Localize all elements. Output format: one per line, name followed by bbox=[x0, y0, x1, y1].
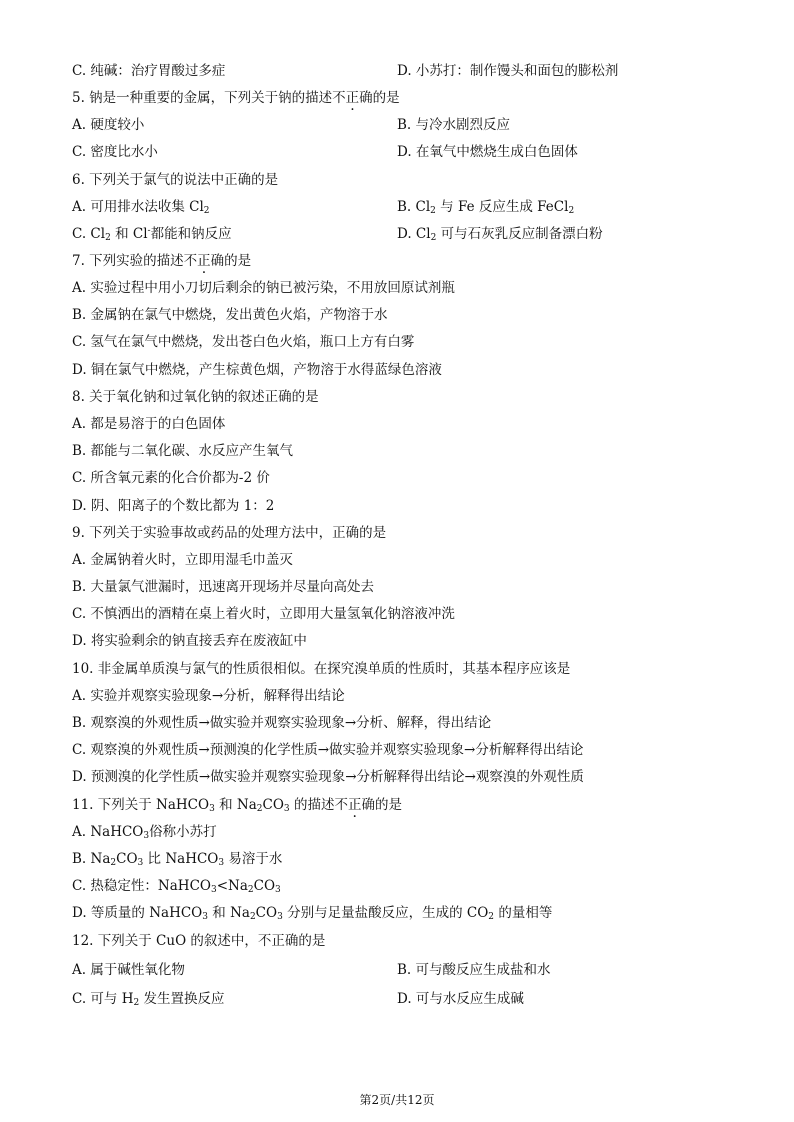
q9-option-a: A. 金属钠着火时，立即用湿毛巾盖灭 bbox=[72, 552, 293, 568]
q6-option-c: C. $Cl_2$ 和 Cl-都能和钠反应 bbox=[72, 226, 232, 243]
q12-option-b: B. 可与酸反应生成盐和水 bbox=[397, 962, 551, 978]
q5-option-a: A. 硬度较小 bbox=[72, 117, 145, 133]
q10-option-a: A. 实验并观察实验现象→分析，解释得出结论 bbox=[72, 688, 345, 704]
q7-stem: 7. 下列实验的描述不正确的是 bbox=[72, 253, 252, 269]
q11-option-a: A. NaHCO$_3$俗称小苏打 bbox=[72, 824, 217, 841]
q9-option-b: B. 大量氯气泄漏时，迅速离开现场并尽量向高处去 bbox=[72, 579, 375, 595]
q9-option-c: C. 不慎洒出的酒精在桌上着火时，立即用大量氢氧化钠溶液冲洗 bbox=[72, 606, 455, 622]
q5-stem: 5. 钠是一种重要的金属，下列关于钠的描述不正确的是 bbox=[72, 90, 400, 106]
q7-option-b: B. 金属钠在氯气中燃烧，发出黄色火焰，产物溶于水 bbox=[72, 307, 388, 323]
q7-option-a: A. 实验过程中用小刀切后剩余的钠已被污染，不用放回原试剂瓶 bbox=[72, 280, 455, 296]
q10-option-b: B. 观察溴的外观性质→做实验并观察实验现象→分析、解释，得出结论 bbox=[72, 715, 492, 731]
q11-emphasis: 不正确 bbox=[334, 797, 375, 813]
q12-option-c: C. 可与 $H_2$ 发生置换反应 bbox=[72, 991, 225, 1008]
q6-option-d: D. $Cl_2$ 可与石灰乳反应制备漂白粉 bbox=[397, 226, 603, 243]
q8-option-c: C. 所含氧元素的化合价都为-2 价 bbox=[72, 470, 270, 486]
q7-option-d: D. 铜在氯气中燃烧，产生棕黄色烟，产物溶于水得蓝绿色溶液 bbox=[72, 362, 442, 378]
q4-option-d: D. 小苏打：制作馒头和面包的膨松剂 bbox=[397, 63, 619, 79]
q5-option-d: D. 在氧气中燃烧生成白色固体 bbox=[397, 144, 578, 160]
q10-option-d: D. 预测溴的化学性质→做实验并观察实验现象→分析解释得出结论→观察溴的外观性质 bbox=[72, 769, 584, 785]
page-number-footer: 第2页/共12页 bbox=[359, 1093, 435, 1107]
q8-option-b: B. 都能与二氧化碳、水反应产生氧气 bbox=[72, 443, 294, 459]
q7-option-c: C. 氢气在氯气中燃烧，发出苍白色火焰，瓶口上方有白雾 bbox=[72, 334, 415, 350]
q10-option-c: C. 观察溴的外观性质→预测溴的化学性质→做实验并观察实验现象→分析解释得出结论 bbox=[72, 742, 584, 758]
q7-emphasis: 不正确 bbox=[183, 253, 225, 269]
q8-option-d: D. 阴、阳离子的个数比都为 1：2 bbox=[72, 498, 275, 514]
q5-emphasis: 不正确 bbox=[332, 90, 373, 106]
q9-stem: 9. 下列关于实验事故或药品的处理方法中，正确的是 bbox=[72, 525, 387, 541]
q6-stem: 6. 下列关于氯气的说法中正确的是 bbox=[72, 172, 279, 188]
q6-option-a: A. 可用排水法收集 $Cl_2$ bbox=[72, 199, 210, 216]
q8-stem: 8. 关于氧化钠和过氧化钠的叙述正确的是 bbox=[72, 389, 319, 405]
q11-option-d: D. 等质量的 NaHCO$_3$ 和 $Na_2CO_3$ 分别与足量盐酸反应，生成的 $CO_2$ 的量相等 bbox=[72, 905, 553, 922]
q8-option-a: A. 都是易溶于的白色固体 bbox=[72, 416, 226, 432]
q9-option-d: D. 将实验剩余的钠直接丢弃在废液缸中 bbox=[72, 633, 307, 649]
q5-option-c: C. 密度比水小 bbox=[72, 144, 158, 160]
q11-option-b: B. $Na_2CO_3$ 比 NaHCO$_3$ 易溶于水 bbox=[72, 851, 283, 868]
q4-option-c: C. 纯碱：治疗胃酸过多症 bbox=[72, 63, 226, 79]
q12-option-a: A. 属于碱性氧化物 bbox=[72, 962, 185, 978]
q11-option-c: C. 热稳定性：$NaHCO_3<Na_2CO_3$ bbox=[72, 878, 281, 895]
q5-option-b: B. 与冷水剧烈反应 bbox=[397, 117, 511, 133]
q12-stem: 12. 下列关于 CuO 的叙述中，不正确的是 bbox=[72, 933, 326, 949]
q12-option-d: D. 可与水反应生成碱 bbox=[397, 991, 524, 1007]
q11-stem: 11. 下列关于 NaHCO$_3$ 和 $Na_2CO_3$ 的描述不正确的是 bbox=[72, 797, 402, 814]
q10-stem: 10. 非金属单质溴与氯气的性质很相似。在探究溴单质的性质时，其基本程序应该是 bbox=[72, 661, 571, 677]
q6-option-b: B. $Cl_2$ 与 Fe 反应生成 FeCl$_2$ bbox=[397, 199, 575, 216]
